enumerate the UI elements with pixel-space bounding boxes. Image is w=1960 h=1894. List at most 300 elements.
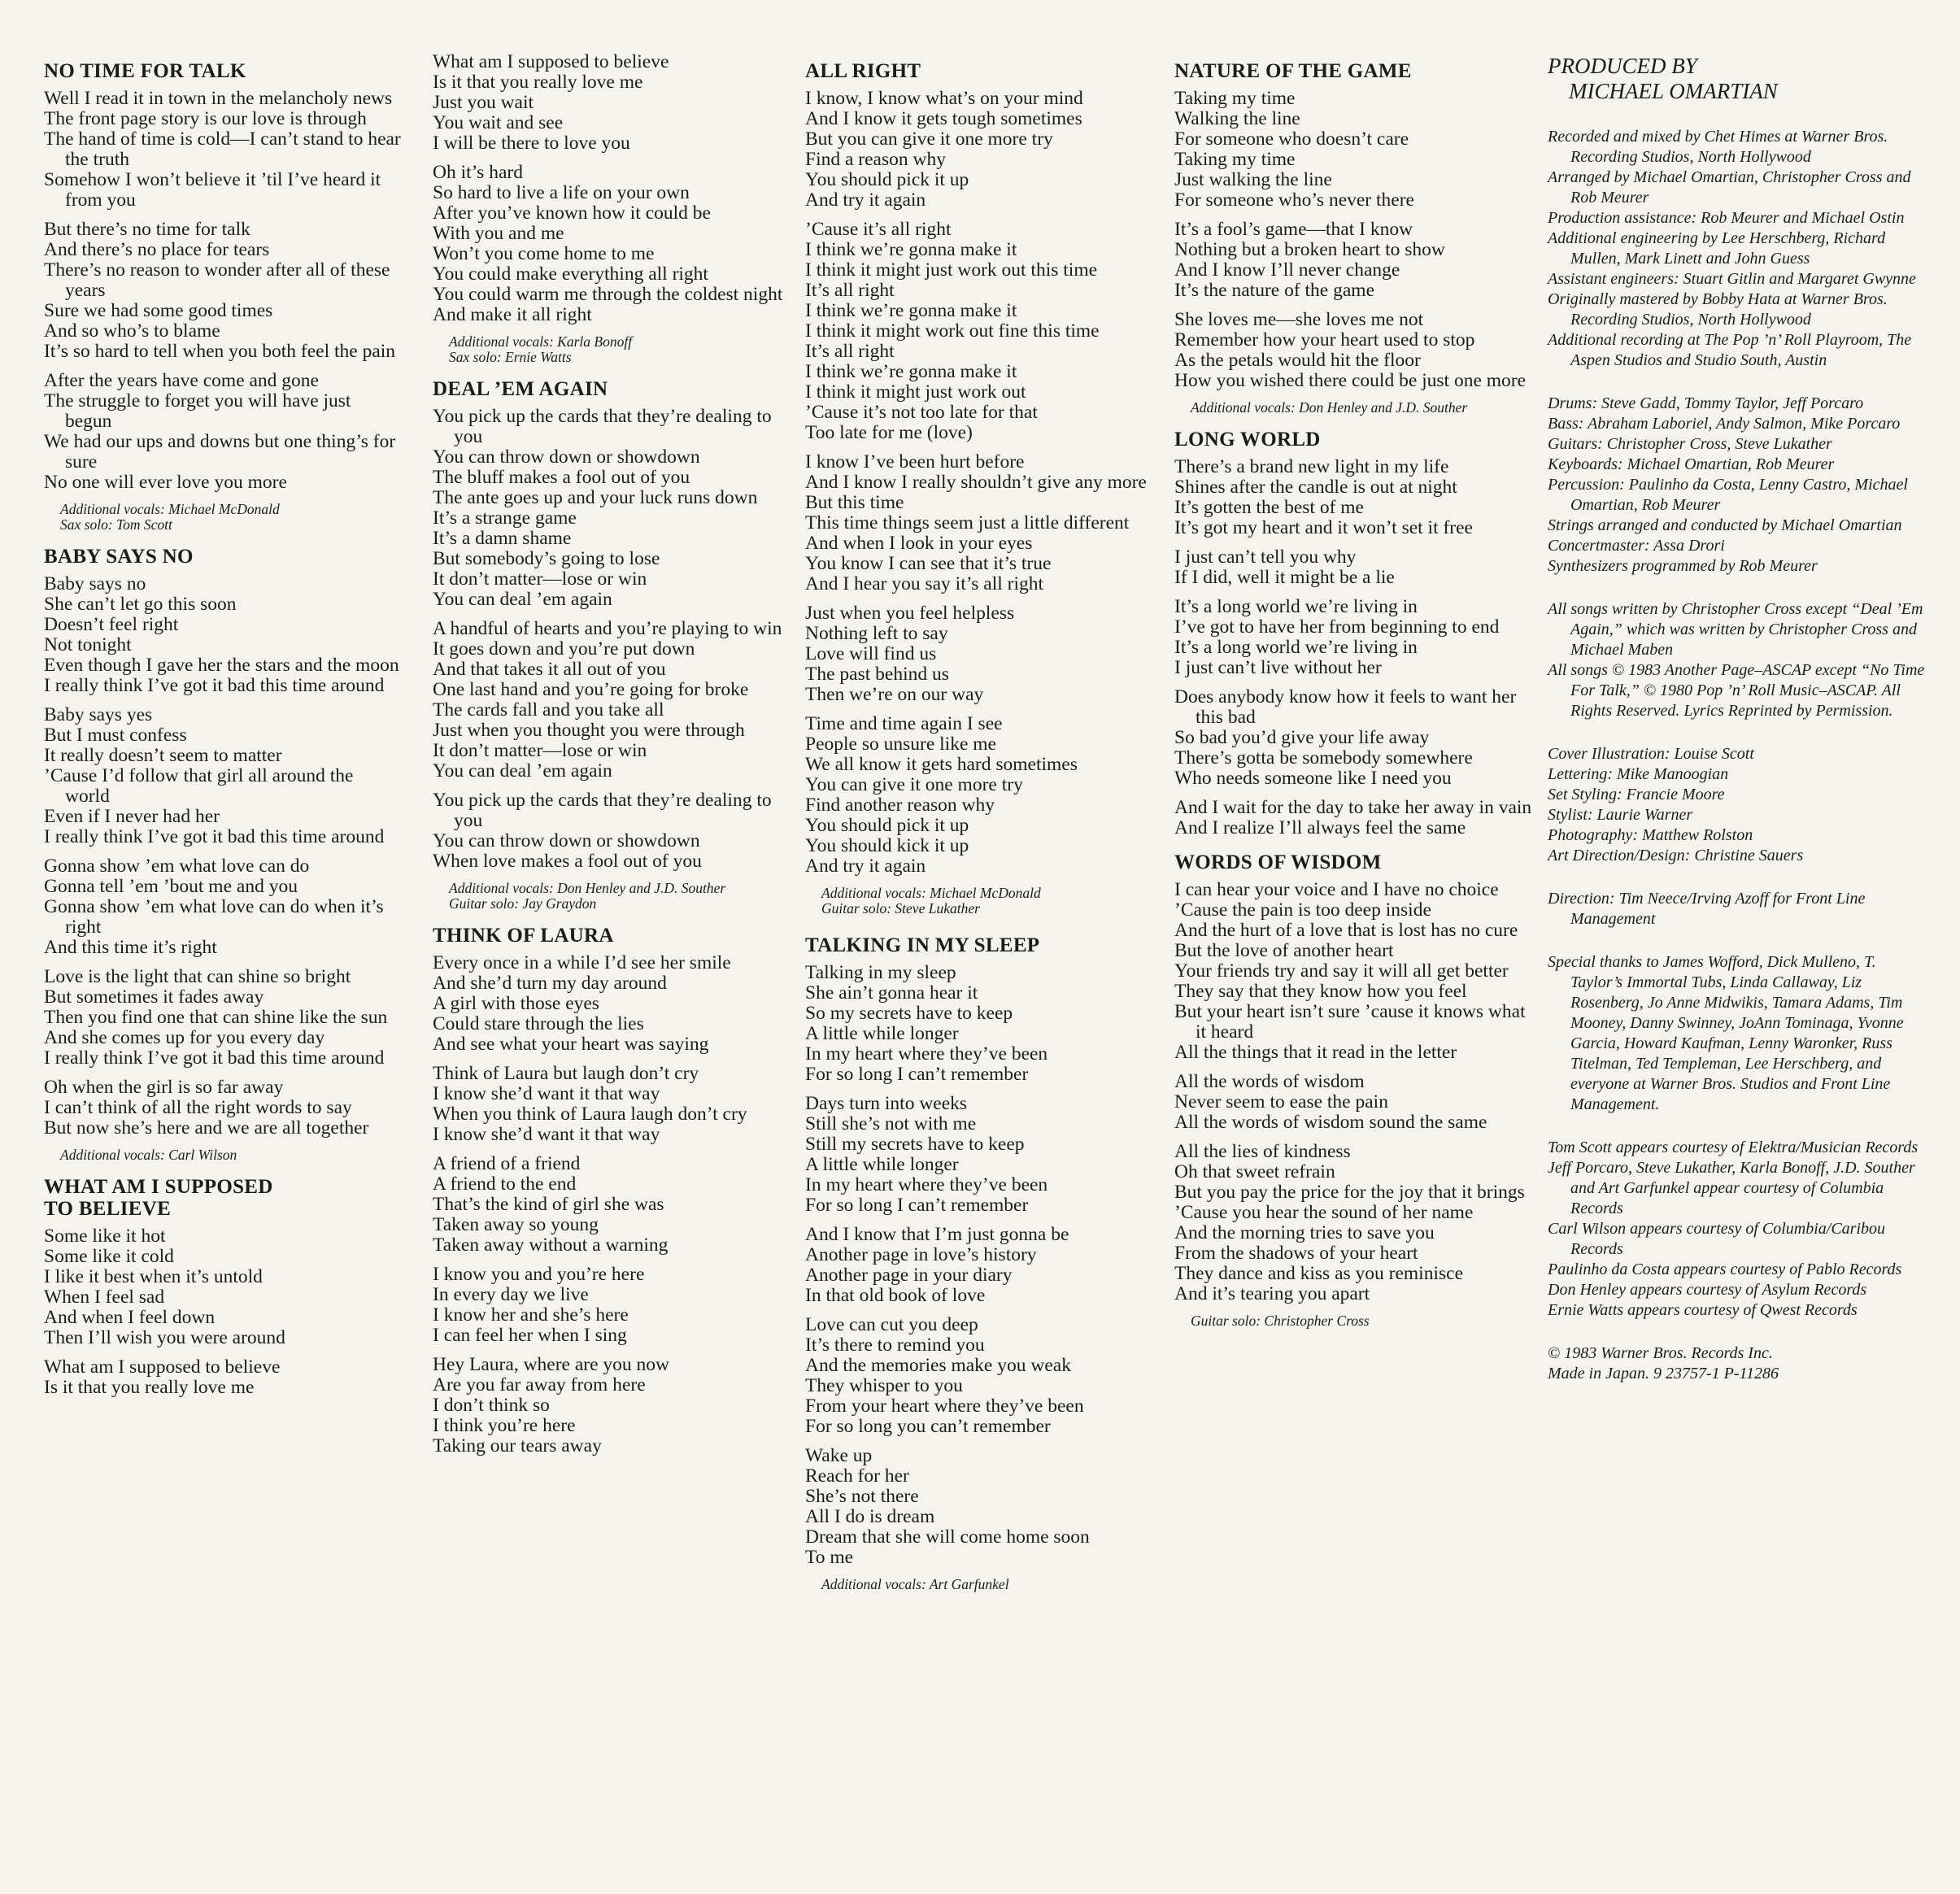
stanza [805,1446,1163,1568]
lyric-line: From the shadows of your heart [1174,1243,1418,1264]
song-title: NO TIME FOR TALK [44,60,246,82]
credit-block [1548,599,1930,721]
lyric-line: I really think I’ve got it bad this time around [44,675,385,696]
stanza [44,574,402,696]
lyric-line: I’ve got to have her from beginning to end [1174,616,1500,638]
producer-heading-line: MICHAEL OMARTIAN [1569,79,1778,103]
lyric-line: For so long you can’t remember [805,1416,1051,1437]
stanza [44,1357,402,1398]
lyric-line: And she’d turn my day around [433,973,667,994]
credit-line: Recorded and mixed by Chet Himes at Warner Bros. Recording Studios, North Hollywood [1548,128,1888,166]
lyric-line: A little while longer [805,1023,959,1044]
lyric-line: Baby says yes [44,704,153,725]
lyric-line: But the love of another heart [1174,940,1394,961]
credit-block [1548,889,1930,930]
credit-line: Additional vocals: Michael McDonald [821,885,1041,901]
lyric-line: Gonna show ’em what love can do [44,856,310,877]
lyric-line: And I know I really shouldn’t give any more [805,472,1147,493]
lyric-line: People so unsure like me [805,734,996,755]
credit-line: Additional vocals: Art Garfunkel [821,1576,1009,1592]
column-3 [805,54,1163,1605]
lyric-line: You can deal ’em again [433,589,612,610]
column-1 [44,54,402,1411]
lyric-line: Think of Laura but laugh don’t cry [433,1063,699,1084]
lyric-line: So hard to live a life on your own [433,182,690,203]
credit-line: © 1983 Warner Bros. Records Inc. [1548,1344,1773,1362]
lyric-line: There’s gotta be somebody somewhere [1174,747,1473,768]
credit-line: Arranged by Michael Omartian, Christopher Cross and Rob Meurer [1548,168,1911,207]
lyric-line: It’s a long world we’re living in [1174,637,1418,658]
lyric-line: All I do is dream [805,1506,935,1527]
stanza [1174,1142,1532,1304]
lyric-line: And I wait for the day to take her away in vain [1174,797,1532,818]
lyric-line: It’s the nature of the game [1174,280,1375,301]
lyric-line: How you wished there could be just one more [1174,370,1527,391]
credit-line: Bass: Abraham Laboriel, Andy Salmon, Mike Porcaro [1548,415,1901,433]
lyric-line: I just can’t live without her [1174,657,1382,678]
lyric-line: Hey Laura, where are you now [433,1354,670,1375]
stanza [1174,457,1532,538]
stanza [1174,798,1532,838]
credit-line: Additional vocals: Michael McDonald [60,501,280,517]
credit-block [1548,1138,1930,1321]
lyric-line: Oh when the girl is so far away [44,1077,284,1098]
lyric-line: The front page story is our love is through [44,108,367,129]
lyric-line: That’s the kind of girl she was [433,1194,664,1215]
credit-line: Sax solo: Ernie Watts [449,349,572,365]
credit-block [1548,1343,1930,1384]
stanza [805,963,1163,1085]
lyric-line: I just can’t tell you why [1174,546,1357,568]
credit-line: Guitar solo: Jay Graydon [449,895,597,912]
song [44,60,402,533]
lyric-line: And the memories make you weak [805,1355,1071,1376]
credit-line: Originally mastered by Bobby Hata at Warner Bros. Recording Studios, North Hollywood [1548,290,1888,329]
lyric-line: She loves me—she loves me not [1174,309,1424,330]
column-4 [1174,54,1532,1342]
song-title [44,1176,402,1220]
lyric-line: Baby says no [44,573,146,594]
column-2 [433,51,791,1469]
lyric-line: And I hear you say it’s all right [805,573,1044,594]
lyric-line: Nothing left to say [805,623,948,644]
song-title: NATURE OF THE GAME [1174,60,1412,82]
song [1174,429,1532,838]
stanza [44,967,402,1069]
lyric-line: I think it might just work out [805,381,1026,403]
lyric-line: And I know I’ll never change [1174,259,1400,281]
lyric-line: Dream that she will come home soon [805,1526,1090,1548]
credit-line: Set Styling: Francie Moore [1548,786,1725,803]
lyric-line: It’s all right [805,280,895,301]
lyric-line: When love makes a fool out of you [433,851,702,872]
credit-line: Cover Illustration: Louise Scott [1548,745,1754,763]
credit-line: Additional engineering by Lee Herschberg, Richard Mullen, Mark Linett and John Guess [1548,229,1886,268]
lyric-line: Doesn’t feel right [44,614,179,635]
stanza [433,1154,791,1256]
credit-line: Strings arranged and conducted by Michael Omartian [1548,516,1902,534]
stanza [1174,597,1532,678]
stanza [433,1265,791,1346]
stanza [44,856,402,958]
lyric-line: This time things seem just a little different [805,512,1130,533]
credit-line: Art Direction/Design: Christine Sauers [1548,847,1804,864]
lyric-line: Taking our tears away [433,1435,602,1456]
credit-line: Production assistance: Rob Meurer and Michael Ostin [1548,209,1905,227]
lyric-line: For so long I can’t remember [805,1064,1029,1085]
credit-line: Concertmaster: Assa Drori [1548,537,1725,555]
lyric-line: Are you far away from here [433,1374,646,1395]
stanza [805,1315,1163,1437]
lyric-line: One last hand and you’re going for broke [433,679,749,700]
song [44,546,402,1163]
lyric-line: It don’t matter—lose or win [433,568,647,590]
lyric-line: When you think of Laura laugh don’t cry [433,1104,747,1125]
lyric-line: And so who’s to blame [44,320,220,342]
lyric-line: A handful of hearts and you’re playing to win [433,618,782,639]
stanza [433,1064,791,1145]
lyric-line: I can’t think of all the right words to say [44,1097,352,1118]
song-title: LONG WORLD [1174,429,1321,451]
song-title: DEAL ’EM AGAIN [433,378,608,400]
lyric-line: I know her and she’s here [433,1304,629,1326]
lyric-line: She’s not there [805,1486,919,1507]
song-credits [44,1147,402,1163]
stanza [1174,687,1532,789]
stanza [433,953,791,1055]
lyric-line: All the lies of kindness [1174,1141,1351,1162]
credit-line: Don Henley appears courtesy of Asylum Records [1548,1281,1867,1299]
lyric-line: And I realize I’ll always feel the same [1174,817,1466,838]
credit-block [1548,952,1930,1115]
stanza [1174,1072,1532,1133]
lyric-line: I don’t think so [433,1395,550,1416]
lyric-line: Remember how your heart used to stop [1174,329,1475,350]
lyric-line: You could warm me through the coldest night [433,284,783,305]
lyric-line: It’s a fool’s game—that I know [1174,219,1413,240]
lyric-line: We had our ups and downs but one thing’s for sure [44,431,396,472]
lyric-line: What am I supposed to believe [433,51,669,72]
lyric-line: It’s a damn shame [433,528,572,549]
lyric-line: Just walking the line [1174,169,1332,190]
lyric-line: Is it that you really love me [433,72,643,93]
song [433,378,791,912]
lyric-line: The bluff makes a fool out of you [433,467,690,488]
stanza [805,89,1163,211]
lyric-line: Your friends try and say it will all get better [1174,960,1509,982]
stanza [44,1226,402,1348]
lyric-line: After the years have come and gone [44,370,319,391]
lyric-line: Somehow I won’t believe it ’til I’ve heard it from you [44,169,381,211]
song [44,1176,402,1398]
lyric-line: Just you wait [433,92,534,113]
lyric-line: To me [805,1547,854,1568]
production-credits [1548,54,1930,1407]
credit-line: Additional vocals: Karla Bonoff [449,333,633,350]
song-credits [44,502,402,533]
lyric-line: I know you and you’re here [433,1264,645,1285]
lyric-line: Never seem to ease the pain [1174,1091,1388,1112]
lyric-line: You can throw down or showdown [433,830,700,851]
song-credits [433,334,791,365]
lyric-line: But your heart isn’t sure ’cause it knows what it heard [1174,1001,1526,1043]
credit-line: Additional vocals: Carl Wilson [60,1147,237,1163]
lyric-line: I think we’re gonna make it [805,239,1017,260]
credit-line: All songs written by Christopher Cross except “Deal ’Em Again,” which was written by Christopher Cross and Michael Maben [1548,600,1923,659]
lyric-line: So my secrets have to keep [805,1003,1013,1024]
credit-line: Sax solo: Tom Scott [60,516,172,533]
lyric-line: In that old book of love [805,1285,986,1306]
lyric-line: Another page in your diary [805,1265,1013,1286]
credit-line: Stylist: Laurie Warner [1548,806,1693,824]
credit-line: Assistant engineers: Stuart Gitlin and Margaret Gwynne [1548,270,1916,288]
stanza [433,163,791,325]
lyric-line: After you’ve known how it could be [433,202,711,224]
lyric-line: It don’t matter—lose or win [433,740,647,761]
stanza [433,407,791,610]
lyric-line: The struggle to forget you will have just begun [44,390,351,432]
lyric-line: Then you find one that can shine like the sun [44,1007,388,1028]
lyric-line: Who needs someone like I need you [1174,768,1452,789]
lyric-line: A friend of a friend [433,1153,581,1174]
lyric-line: For so long I can’t remember [805,1195,1029,1216]
stanza [805,220,1163,443]
credit-line: Additional vocals: Don Henley and J.D. Souther [1191,399,1468,416]
lyric-line: Oh it’s hard [433,162,523,183]
lyric-line: I will be there to love you [433,133,630,154]
lyric-line: I think you’re here [433,1415,576,1436]
lyric-line: Sure we had some good times [44,300,273,321]
song [1174,60,1532,416]
lyric-line: All the words of wisdom sound the same [1174,1112,1487,1133]
stanza [44,1078,402,1139]
song-credits [433,881,791,912]
song [433,925,791,1456]
credit-line: Lettering: Mike Manoogian [1548,765,1729,783]
lyric-line: But you can give it one more try [805,128,1053,150]
song-title-line: TO BELIEVE [44,1198,172,1220]
lyric-line: When I feel sad [44,1287,165,1308]
lyric-line: Well I read it in town in the melancholy news [44,88,393,109]
lyric-line: And it’s tearing you apart [1174,1283,1370,1304]
lyric-line: It’s all right [805,341,895,362]
lyric-line: Taken away without a warning [433,1234,669,1256]
lyric-line: In my heart where they’ve been [805,1043,1048,1065]
lyric-line: Find a reason why [805,149,946,170]
credit-line: All songs © 1983 Another Page–ASCAP except “No Time For Talk,” © 1980 Pop ’n’ Roll Music–ASCAP. All Rights Reserved. Lyrics Reprinted by Permission. [1548,661,1925,720]
lyric-line: Walking the line [1174,108,1300,129]
lyric-line: And try it again [805,856,926,877]
lyric-line: There’s a brand new light in my life [1174,456,1449,477]
lyric-line: The ante goes up and your luck runs down [433,487,758,508]
stanza [433,790,791,872]
lyric-line: Some like it hot [44,1226,166,1247]
lyric-line: ’Cause it’s not too late for that [805,402,1038,423]
lyric-line: ’Cause the pain is too deep inside [1174,899,1431,921]
lyric-line: You should pick it up [805,169,969,190]
lyric-line: Too late for me (love) [805,422,973,443]
lyric-line: A girl with those eyes [433,993,599,1014]
lyric-line: And she comes up for you every day [44,1027,325,1048]
lyric-line: All the things that it read in the letter [1174,1042,1457,1063]
credit-line: Ernie Watts appears courtesy of Qwest Records [1548,1301,1858,1319]
producer-heading-line: PRODUCED BY [1548,54,1697,78]
song-continued [433,52,791,365]
credit-line: Synthesizers programmed by Rob Meurer [1548,557,1818,575]
lyric-line: You can throw down or showdown [433,446,700,468]
lyric-line: Another page in love’s history [805,1244,1037,1265]
lyric-line: I know, I know what’s on your mind [805,88,1083,109]
stanza [433,1355,791,1456]
lyric-line: Love will find us [805,643,937,664]
lyric-line: Reach for her [805,1465,909,1487]
song [805,60,1163,917]
lyric-line: A little while longer [805,1154,959,1175]
lyric-line: Taking my time [1174,149,1296,170]
lyric-line: And that takes it all out of you [433,659,666,680]
stanza [433,52,791,154]
lyric-line: The cards fall and you take all [433,699,664,721]
lyric-line: You know I can see that it’s true [805,553,1052,574]
lyric-line: Won’t you come home to me [433,243,655,264]
lyric-line: I can feel her when I sing [433,1325,627,1346]
lyric-line: It’s a strange game [433,507,577,529]
lyric-line: I can hear your voice and I have no choice [1174,879,1499,900]
credit-line: Tom Scott appears courtesy of Elektra/Musician Records [1548,1139,1919,1156]
lyric-line: Even if I never had her [44,806,220,827]
lyric-line: And try it again [805,189,926,211]
lyric-line: All the words of wisdom [1174,1071,1365,1092]
lyric-line: In my heart where they’ve been [805,1174,1048,1195]
credit-blocks [1548,127,1930,1384]
stanza [805,714,1163,877]
stanza [44,220,402,362]
credit-line: Keyboards: Michael Omartian, Rob Meurer [1548,455,1835,473]
lyric-line: Even though I gave her the stars and the moon [44,655,399,676]
lyric-line: It goes down and you’re put down [433,638,695,660]
lyric-line: You should kick it up [805,835,969,856]
stanza [805,452,1163,594]
credit-line: Special thanks to James Wofford, Dick Mulleno, T. Taylor’s Immortal Tubs, Linda Callaway, Liz Rosenberg, Jo Anne Midwikis, Tamara Adams, Tim Mooney, Danny Swinney, JoAnn Tominaga, Yvonne Garcia, Howard Kaufman, Lenny Waronker, Russ Titelman, Ted Templeman, Lee Herschberg, and everyone at Warner Bros. Studios and Front Line Management. [1548,953,1904,1113]
lyric-line: Not tonight [44,634,132,655]
lyric-line: But you pay the price for the joy that it brings [1174,1182,1525,1203]
lyric-line: Just when you thought you were through [433,720,745,741]
lyric-line: Oh that sweet refrain [1174,1161,1335,1182]
credit-block [1548,394,1930,577]
credit-line: Additional recording at The Pop ’n’ Roll Playroom, The Aspen Studios and Studio South, Austin [1548,331,1912,369]
lyric-line: Is it that you really love me [44,1377,255,1398]
lyric-line: And there’s no place for tears [44,239,270,260]
song-credits [1174,1313,1532,1329]
lyric-line: They dance and kiss as you reminisce [1174,1263,1464,1284]
lyric-line: And I know it gets tough sometimes [805,108,1082,129]
lyric-line: I know she’d want it that way [433,1124,660,1145]
lyric-line: Taking my time [1174,88,1296,109]
lyric-line: Find another reason why [805,795,995,816]
song-title-line: WHAT AM I SUPPOSED [44,1176,273,1198]
stanza [44,89,402,211]
lyric-line: And make it all right [433,304,592,325]
song-title: BABY SAYS NO [44,546,194,568]
lyric-line: I know I’ve been hurt before [805,451,1025,472]
lyric-line: And I know that I’m just gonna be [805,1224,1069,1245]
producer-heading [1548,54,1930,104]
credit-line: Guitar solo: Christopher Cross [1191,1313,1370,1329]
lyric-line: I think we’re gonna make it [805,361,1017,382]
lyric-line: Gonna show ’em what love can do when it’s right [44,896,384,938]
lyric-line: You can give it one more try [805,774,1023,795]
song-title: THINK OF LAURA [433,925,614,947]
lyric-line: Taken away so young [433,1214,599,1235]
lyric-line: As the petals would hit the floor [1174,350,1421,371]
lyric-line: I know she’d want it that way [433,1083,660,1104]
song-title: TALKING IN MY SLEEP [805,934,1040,956]
lyric-line: ’Cause it’s all right [805,219,952,240]
credit-line: Made in Japan. 9 23757-1 P-11286 [1548,1365,1779,1382]
lyric-line: Just when you feel helpless [805,603,1015,624]
lyric-line: But now she’s here and we are all together [44,1117,369,1139]
stanza [1174,89,1532,211]
stanza [1174,220,1532,301]
lyric-line: She ain’t gonna hear it [805,982,978,1004]
song-title: ALL RIGHT [805,60,921,82]
lyric-line: It’s there to remind you [805,1335,985,1356]
lyric-line: ’Cause you hear the sound of her name [1174,1202,1474,1223]
lyric-line: You could make everything all right [433,263,708,285]
stanza [44,705,402,847]
song-credits [805,1577,1163,1592]
lyric-line: You pick up the cards that they’re dealing to you [433,406,772,447]
lyric-line: Love is the light that can shine so bright [44,966,351,987]
lyric-line: You pick up the cards that they’re dealing to you [433,790,772,831]
lyric-line: Nothing but a broken heart to show [1174,239,1445,260]
lyric-line: And see what your heart was saying [433,1034,709,1055]
lyric-line: Does anybody know how it feels to want her this bad [1174,686,1517,728]
lyric-line: And when I feel down [44,1307,216,1328]
lyric-line: You should pick it up [805,815,969,836]
lyric-line: It really doesn’t seem to matter [44,745,282,766]
song-credits [805,886,1163,917]
lyric-line: If I did, well it might be a lie [1174,567,1395,588]
lyric-line: What am I supposed to believe [44,1356,281,1378]
lyric-line: Then I’ll wish you were around [44,1327,285,1348]
lyric-line: Shines after the candle is out at night [1174,477,1457,498]
lyric-line: You can deal ’em again [433,760,612,782]
lyric-line: And this time it’s right [44,937,217,958]
song-title: WORDS OF WISDOM [1174,851,1382,873]
lyric-line: It’s got my heart and it won’t set it free [1174,517,1473,538]
lyric-line: But I must confess [44,725,187,746]
lyric-line: From your heart where they’ve been [805,1395,1084,1417]
stanza [1174,310,1532,391]
lyric-line: It’s a long world we’re living in [1174,596,1418,617]
song [805,934,1163,1592]
lyric-line: I really think I’ve got it bad this time around [44,826,385,847]
credit-line: Additional vocals: Don Henley and J.D. Souther [449,880,726,896]
lyric-line: The past behind us [805,664,949,685]
lyric-line: But this time [805,492,904,513]
credit-block [1548,744,1930,866]
lyric-line: But somebody’s going to lose [433,548,660,569]
song [1174,851,1532,1329]
credit-line: Guitar solo: Steve Lukather [821,900,980,917]
lyric-line: A friend to the end [433,1173,577,1195]
stanza [433,619,791,782]
lyric-line: Still my secrets have to keep [805,1134,1025,1155]
lyric-line: Still she’s not with me [805,1113,977,1134]
lyric-line: Every once in a while I’d see her smile [433,952,731,973]
lyric-line: We all know it gets hard sometimes [805,754,1078,775]
